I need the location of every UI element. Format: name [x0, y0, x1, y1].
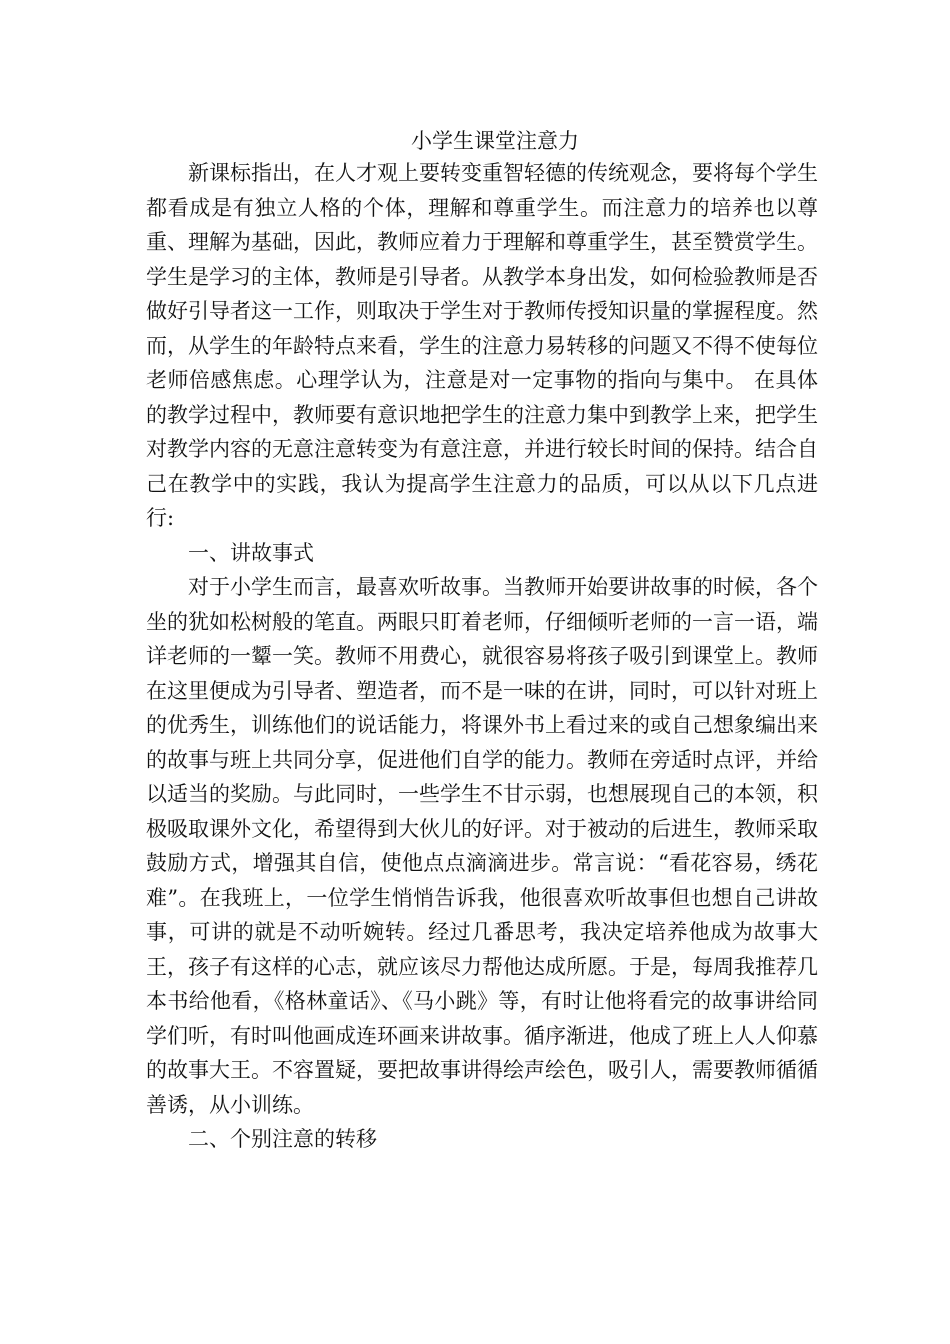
document-page: [146, 126, 818, 1157]
section-heading-2: 二、个别注意的转移: [188, 1127, 377, 1151]
section-body-1: 对于小学生而言，最喜欢听故事。当教师开始要讲故事的时候，各个坐的犹如松树般的笔直。两眼只盯着老师，仔细倾听老师的一言一语，端详老师的一颦一笑。教师不用费心，就很容易将孩子吸引到课堂上。教师在这里便成为引导者、塑造者，而不是一味的在讲，同时，可以针对班上的优秀生，训练他们的说话能力，将课外书上看过来的或自己想象编出来的故事与班上共同分享，促进他们自学的能力。教师在旁适时点评，并给以适当的奖励。与此同时，一些学生不甘示弱，也想展现自己的本领，积极吸取课外文化，希望得到大伙儿的好评。对于被动的后进生，教师采取鼓励方式，增强其自信，使他点点滴滴进步。常言说：“看花容易，绣花难”。在我班上，一位学生悄悄告诉我，他很喜欢听故事但也想自己讲故事，可讲的就是不动听婉转。经过几番思考，我决定培养他成为故事大王，孩子有这样的心志，就应该尽力帮他达成所愿。于是，每周我推荐几本书给他看，《格林童话》、《马小跳》等，有时让他将看完的故事讲给同学们听，有时叫他画成连环画来讲故事。循序渐进，他成了班上人人仰慕的故事大王。不容置疑，要把故事讲得绘声绘色，吸引人，需要教师循循善诱，从小训练。: [146, 575, 818, 1117]
intro-paragraph: 新课标指出，在人才观上要转变重智轻德的传统观念，要将每个学生都看成是有独立人格的个体，理解和尊重学生。而注意力的培养也以尊重、理解为基础，因此，教师应着力于理解和尊重学生，甚至赞赏学生。学生是学习的主体，教师是引导者。从教学本身出发，如何检验教师是否做好引导者这一工作，则取决于学生对于教师传授知识量的掌握程度。然而，从学生的年龄特点来看，学生的注意力易转移的问题又不得不使每位老师倍感焦虑。心理学认为，注意是对一定事物的指向与集中。 在具体的教学过程中，教师要有意识地把学生的注意力集中到教学上来，把学生对教学内容的无意注意转变为有意注意，并进行较长时间的保持。结合自己在教学中的实践，我认为提高学生注意力的品质，可以从以下几点进行:: [146, 161, 818, 530]
document-title: 小学生课堂注意力: [411, 129, 579, 153]
section-heading-1: 一、讲故事式: [188, 540, 314, 565]
